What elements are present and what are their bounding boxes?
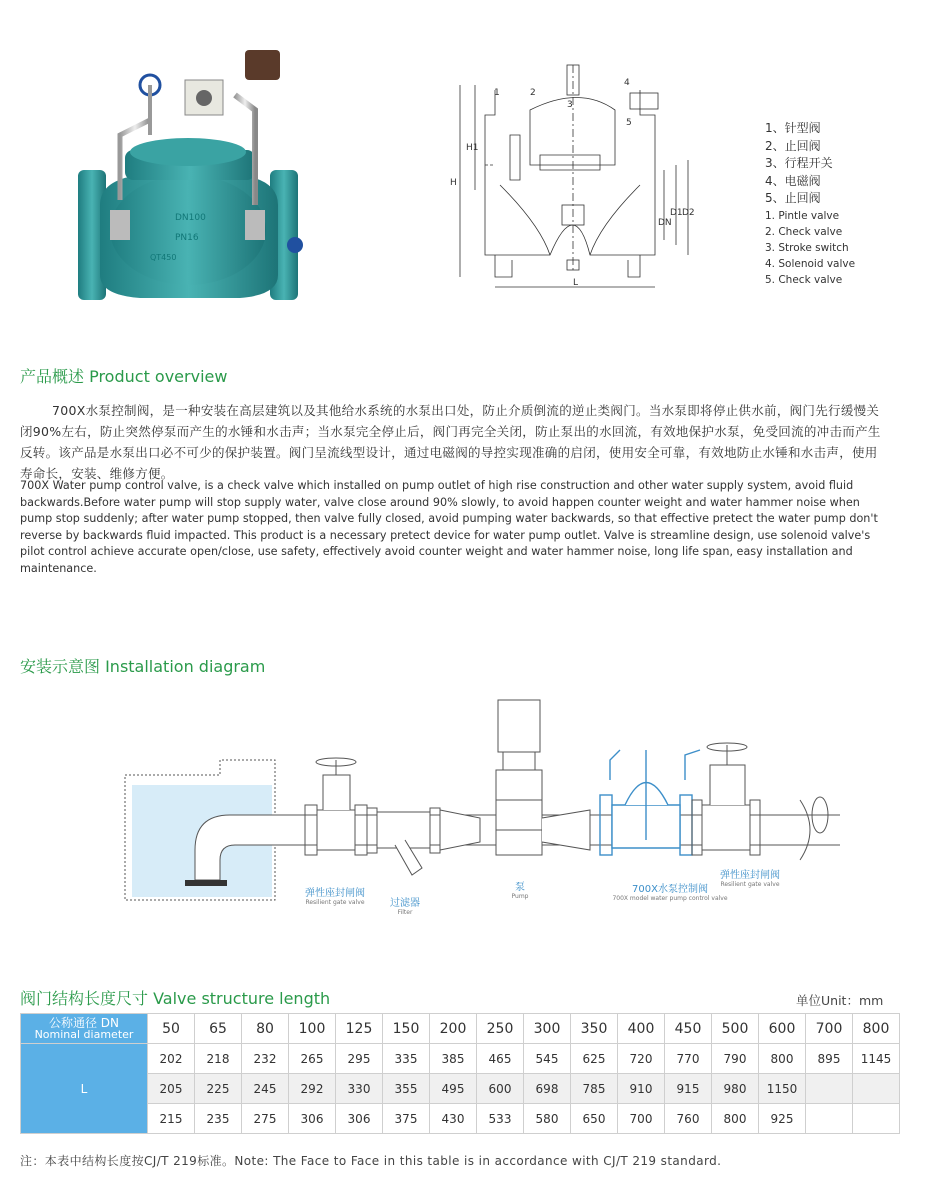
- table-cell: 698: [524, 1074, 571, 1104]
- table-unit: 单位Unit：mm: [796, 993, 884, 1008]
- table-cell: 355: [383, 1074, 430, 1104]
- header-dn: 200: [430, 1014, 477, 1044]
- header-dn: 50: [148, 1014, 195, 1044]
- legend-item-cn: 2、止回阀: [765, 138, 821, 153]
- legend-item-en: 1. Pintle valve: [765, 209, 840, 222]
- table-cell: [806, 1074, 853, 1104]
- overview-text-cn: 700X水泵控制阀，是一种安装在高层建筑以及其他给水系统的水泵出口处，防止介质倒流的逆止类阀门。当水泵即将停止供水前，阀门先行缓慢关闭90%左右，防止突然停泵而产生的水锤和水击声；当水泵完全停止后，阀门再完全关闭，防止泵出的水回流，有效地保护水泵，免受回流的冲击而产生反转。该产品是水泵出口必不可少的保护装置。阀门呈流线型设计，通过电磁阀的导控实现准确的启闭，使用安全可靠，有效地防止水锤和水击声，使用寿命长，安装、维修方便。: [20, 403, 881, 481]
- table-cell: 225: [195, 1074, 242, 1104]
- table-cell: 202: [148, 1044, 195, 1074]
- table-cell: 330: [336, 1074, 383, 1104]
- legend-item-cn: 4、电磁阀: [765, 173, 821, 188]
- drawing-label-h1: H1: [466, 143, 479, 153]
- table-cell: 925: [759, 1104, 806, 1134]
- table-row: [21, 1044, 900, 1074]
- table-cell: 430: [430, 1104, 477, 1134]
- table-cell: 495: [430, 1074, 477, 1104]
- table-cell: 335: [383, 1044, 430, 1074]
- overview-text-en: 700X Water pump control valve, is a check valve which installed on pump outlet of high rise construction and other water supply system, avoid fluid backwards.Before water pump will stop supply water, valve close around 90% slowly, to avoid happen counter weight and water hammer noise when pump stop suddenly; after water pump stopped, then valve fully closed, avoid pumping water backwards, so that effective pretect the water pump don't reverse by backwards fluid impacted. This product is a necessary pretect device for water pump outlet. Valve is streamline design, use solenoid valve's pilot control achieve accurate open/close, use safety, effectively avoid counter weight and water hammer noise, long life span, easy installation and maintenance.: [20, 479, 878, 575]
- table-header-row: [21, 1014, 900, 1044]
- table-cell: 375: [383, 1104, 430, 1134]
- header-dn: 80: [242, 1014, 289, 1044]
- legend-item-cn: 1、针型阀: [765, 121, 821, 135]
- table-cell: 800: [712, 1104, 759, 1134]
- table-cell: 275: [242, 1104, 289, 1134]
- valve-body-material-text: QT450: [150, 253, 177, 262]
- table-cell: 790: [712, 1044, 759, 1074]
- table-cell: 265: [289, 1044, 336, 1074]
- table-cell: [853, 1074, 900, 1104]
- legend-item-en: 5. Check valve: [765, 273, 843, 286]
- table-cell: [806, 1104, 853, 1134]
- drawing-label-5: 5: [626, 118, 632, 128]
- label-gate-valve-2: 弹性座封闸阀 Resilient gate valve: [720, 870, 780, 888]
- drawing-label-4: 4: [624, 78, 630, 88]
- legend-item-en: 3. Stroke switch: [765, 241, 849, 254]
- header-dn: 600: [759, 1014, 806, 1044]
- table-cell: [853, 1104, 900, 1134]
- valve-body-dn-text: DN100: [175, 213, 206, 223]
- table-cell: 385: [430, 1044, 477, 1074]
- header-dn: 800: [853, 1014, 900, 1044]
- table-cell: 215: [148, 1104, 195, 1134]
- table-note: 注：本表中结构长度按CJ/T 219标准。Note: The Face to Face in this table is in accordance with CJ/T 219 standard.: [20, 1154, 722, 1168]
- table-cell: 295: [336, 1044, 383, 1074]
- table-cell: 580: [524, 1104, 571, 1134]
- header-dn: 500: [712, 1014, 759, 1044]
- header-dn: 350: [571, 1014, 618, 1044]
- table-cell: 1150: [759, 1074, 806, 1104]
- header-dn: 100: [289, 1014, 336, 1044]
- label-pump: 泵 Pump: [511, 882, 529, 900]
- table-cell: 235: [195, 1104, 242, 1134]
- header-dn: 700: [806, 1014, 853, 1044]
- header-dn: 450: [665, 1014, 712, 1044]
- drawing-label-3: 3: [567, 100, 573, 110]
- legend-item-cn: 5、止回阀: [765, 191, 821, 205]
- table-cell: 545: [524, 1044, 571, 1074]
- legend-item-en: 4. Solenoid valve: [765, 257, 856, 270]
- table-cell: 895: [806, 1044, 853, 1074]
- table-cell: 218: [195, 1044, 242, 1074]
- table-cell: 245: [242, 1074, 289, 1104]
- header-dn: 250: [477, 1014, 524, 1044]
- drawing-label-1: 1: [494, 88, 500, 98]
- parts-legend: [765, 120, 855, 288]
- table-cell: 910: [618, 1074, 665, 1104]
- drawing-label-d2: D2: [682, 208, 695, 218]
- label-filter: 过滤器 Filter: [390, 898, 420, 916]
- table-cell: 600: [477, 1074, 524, 1104]
- header-dn: 400: [618, 1014, 665, 1044]
- table-cell: 800: [759, 1044, 806, 1074]
- table-row: [21, 1074, 900, 1104]
- label-gate-valve-1: 弹性座封闸阀 Resilient gate valve: [305, 888, 365, 906]
- drawing-label-2: 2: [530, 88, 536, 98]
- drawing-label-h: H: [450, 178, 457, 188]
- table-cell: 205: [148, 1074, 195, 1104]
- table-cell: 625: [571, 1044, 618, 1074]
- table-cell: 650: [571, 1104, 618, 1134]
- table-cell: 1145: [853, 1044, 900, 1074]
- table-cell: 533: [477, 1104, 524, 1134]
- valve-body-pn-text: PN16: [175, 233, 199, 243]
- overview-title: 产品概述 Product overview: [20, 367, 228, 386]
- row-label-l: L: [21, 1044, 148, 1134]
- header-dn: 125: [336, 1014, 383, 1044]
- legend-item-cn: 3、行程开关: [765, 156, 833, 170]
- header-dn: 65: [195, 1014, 242, 1044]
- valve-length-table: [20, 1013, 900, 1134]
- table-cell: 465: [477, 1044, 524, 1074]
- table-cell: 232: [242, 1044, 289, 1074]
- table-cell: 700: [618, 1104, 665, 1134]
- table-row: [21, 1104, 900, 1134]
- table-cell: 306: [336, 1104, 383, 1134]
- header-dn: 300: [524, 1014, 571, 1044]
- table-cell: 760: [665, 1104, 712, 1134]
- drawing-label-dn: DN: [658, 218, 672, 228]
- table-cell: 720: [618, 1044, 665, 1074]
- table-cell: 785: [571, 1074, 618, 1104]
- header-nominal-diameter: 公称通径 DN Nominal diameter: [21, 1014, 148, 1044]
- valve-technical-drawing: [440, 55, 700, 300]
- table-cell: 306: [289, 1104, 336, 1134]
- drawing-label-d1: D1: [670, 208, 683, 218]
- header-dn: 150: [383, 1014, 430, 1044]
- table-cell: 980: [712, 1074, 759, 1104]
- valve-photo: [70, 40, 310, 310]
- label-control-valve: 700X水泵控制阀 700X model water pump control valve: [612, 884, 728, 902]
- table-cell: 770: [665, 1044, 712, 1074]
- table-title: 阀门结构长度尺寸 Valve structure length: [20, 989, 331, 1008]
- table-cell: 915: [665, 1074, 712, 1104]
- drawing-label-l: L: [573, 278, 579, 288]
- installation-title: 安装示意图 Installation diagram: [20, 657, 266, 676]
- table-cell: 292: [289, 1074, 336, 1104]
- legend-item-en: 2. Check valve: [765, 225, 843, 238]
